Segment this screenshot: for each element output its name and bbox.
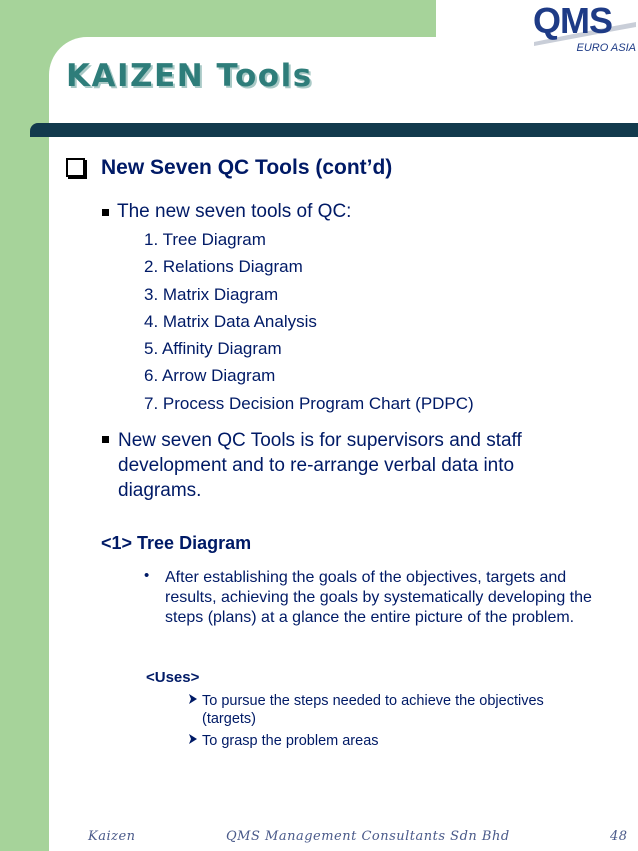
- arrow-bullet-icon: [187, 732, 202, 750]
- use-item-text: To pursue the steps needed to achieve the objectives: [202, 693, 544, 709]
- square-bullet-icon: [102, 436, 109, 443]
- footer-center: QMS Management Consultants Sdn Bhd: [226, 829, 510, 844]
- use-item-text: To grasp the problem areas: [202, 733, 379, 749]
- list-item: 1. Tree Diagram: [144, 230, 266, 249]
- list-item: 5. Affinity Diagram: [144, 339, 282, 359]
- list-item: 4. Matrix Data Analysis: [144, 311, 317, 331]
- arrow-bullet-icon: [187, 692, 202, 710]
- use-item: [187, 732, 607, 750]
- logo-brand-text: QMS: [533, 0, 613, 41]
- page-number: 48: [610, 829, 628, 844]
- use-item: [187, 692, 607, 728]
- use-item-text-continued: (targets): [202, 711, 256, 727]
- purpose-paragraph: New seven QC Tools is for supervisors and staff development and to re-arrange verbal data into diagrams.: [118, 430, 522, 501]
- list-item: 6. Arrow Diagram: [144, 366, 276, 386]
- tools-list: [144, 229, 474, 420]
- tree-diagram-description: After establishing the goals of the objectives, targets and results, achieving the goals by systematically developing the steps (plans) at a glance the entire picture of the problem.: [165, 569, 592, 626]
- uses-label: <Uses>: [146, 669, 200, 686]
- qms-logo: [532, 0, 638, 56]
- title-underline: [30, 123, 638, 137]
- list-item: 2. Relations Diagram: [144, 257, 303, 277]
- tools-intro: The new seven tools of QC:: [117, 201, 352, 222]
- section-heading: New Seven QC Tools (cont’d): [101, 156, 393, 179]
- slide-title: KAIZEN Tools: [66, 58, 313, 94]
- round-bullet-icon: •: [144, 567, 150, 584]
- footer-left: Kaizen: [88, 829, 136, 844]
- list-item: 3. Matrix Diagram: [144, 284, 279, 304]
- checkbox-bullet-icon: [66, 158, 85, 177]
- list-item: 7. Process Decision Program Chart (PDPC): [144, 393, 474, 413]
- square-bullet-icon: [102, 209, 109, 216]
- logo-tagline-text: EURO ASIA: [576, 42, 636, 54]
- tree-diagram-heading: <1> Tree Diagram: [101, 533, 252, 553]
